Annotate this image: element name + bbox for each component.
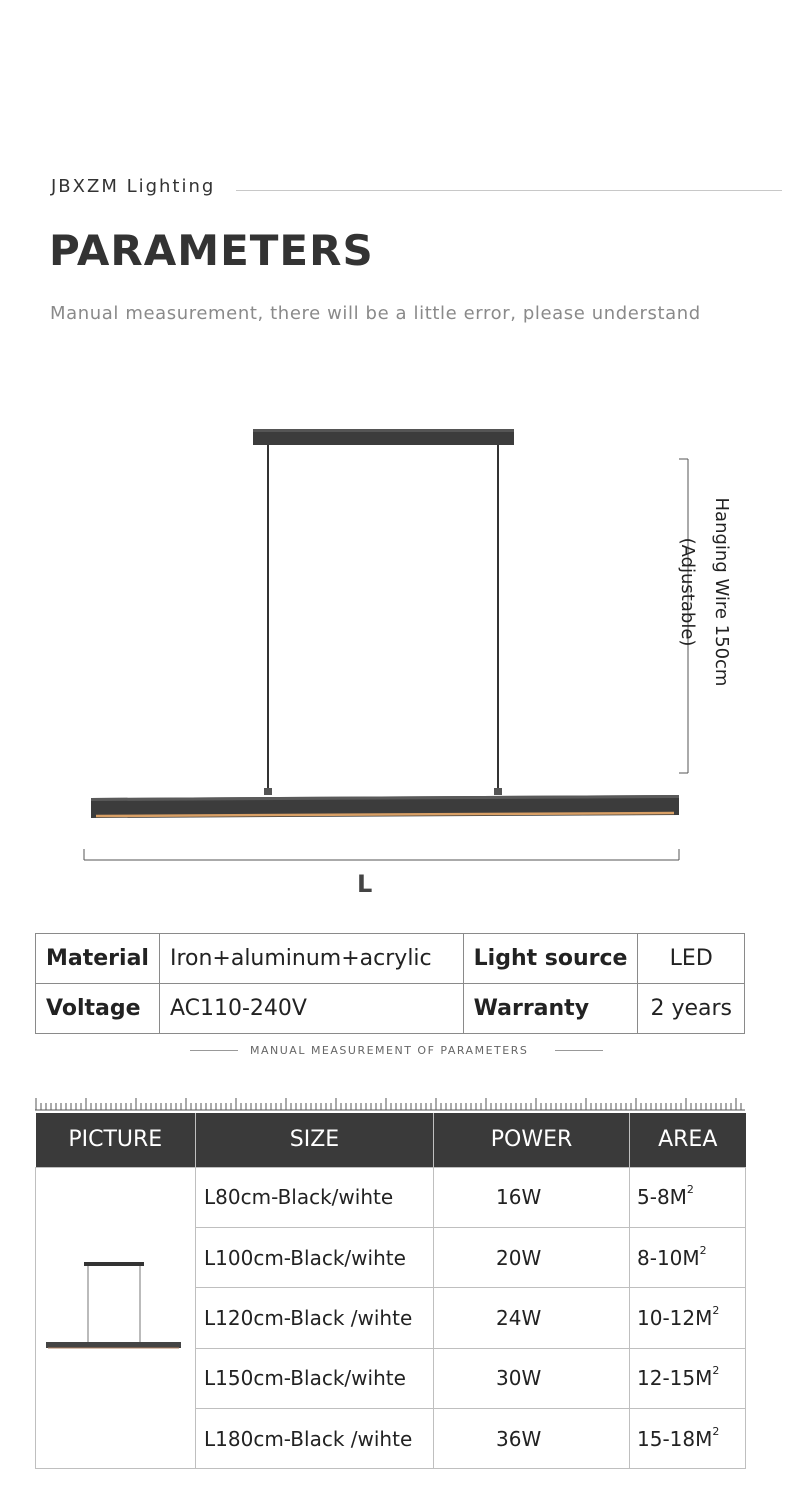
material-value: Iron+aluminum+acrylic [159,934,463,984]
area-superscript: 2 [712,1303,720,1317]
hanging-wire-label [670,498,738,687]
power-cell: 36W [434,1409,630,1469]
size-table-header [36,1113,746,1167]
table-row [36,1167,746,1227]
parameters-table [35,933,745,1034]
area-value: 5-8M [637,1185,687,1210]
size-table [35,1113,746,1469]
brand-name: JBXZM Lighting [51,176,216,197]
page-title: PARAMETERS [49,226,374,275]
size-cell: L80cm-Black/wihte [196,1167,434,1227]
page-subtitle: Manual measurement, there will be a little error, please understand [50,303,701,324]
area-cell [630,1288,746,1348]
area-cell [630,1348,746,1408]
product-thumbnail [36,1255,194,1375]
header-area: AREA [630,1113,746,1167]
power-cell: 20W [434,1227,630,1287]
size-cell: L180cm-Black /wihte [196,1409,434,1469]
power-cell: 24W [434,1288,630,1348]
area-superscript: 2 [699,1243,707,1257]
area-superscript: 2 [712,1424,720,1438]
header-power: POWER [434,1113,630,1167]
area-superscript: 2 [686,1183,694,1197]
size-cell: L100cm-Black/wihte [196,1227,434,1287]
area-cell [630,1167,746,1227]
header-size: SIZE [196,1113,434,1167]
hanging-wire-length: Hanging Wire 150cm [711,497,732,687]
voltage-value: AC110-240V [159,984,463,1034]
area-superscript: 2 [712,1364,720,1378]
warranty-label: Warranty [463,984,638,1034]
header-picture: PICTURE [36,1113,196,1167]
warranty-value: 2 years [638,984,745,1034]
caption-divider-right [555,1050,603,1051]
light-source-value: LED [638,934,745,984]
length-label: L [357,870,373,898]
area-cell [630,1409,746,1469]
area-value: 8-10M [637,1245,700,1270]
length-dimension-bracket [84,849,679,860]
manual-measurement-caption: MANUAL MEASUREMENT OF PARAMETERS [250,1044,529,1057]
material-label: Material [36,934,160,984]
power-cell: 16W [434,1167,630,1227]
area-value: 12-15M [637,1366,713,1391]
hanging-wire-adjustable: (Adjustable) [677,537,698,647]
size-cell: L150cm-Black/wihte [196,1348,434,1408]
light-source-label: Light source [463,934,638,984]
brand-divider [236,190,782,191]
area-value: 10-12M [637,1305,713,1330]
power-cell: 30W [434,1348,630,1408]
area-value: 15-18M [637,1426,713,1451]
area-cell [630,1227,746,1287]
ruler-decoration [35,1095,745,1111]
caption-divider-left [190,1050,238,1051]
parameters-row [36,934,745,984]
size-cell: L120cm-Black /wihte [196,1288,434,1348]
parameters-row [36,984,745,1034]
product-thumbnail-cell [36,1167,196,1469]
voltage-label: Voltage [36,984,160,1034]
